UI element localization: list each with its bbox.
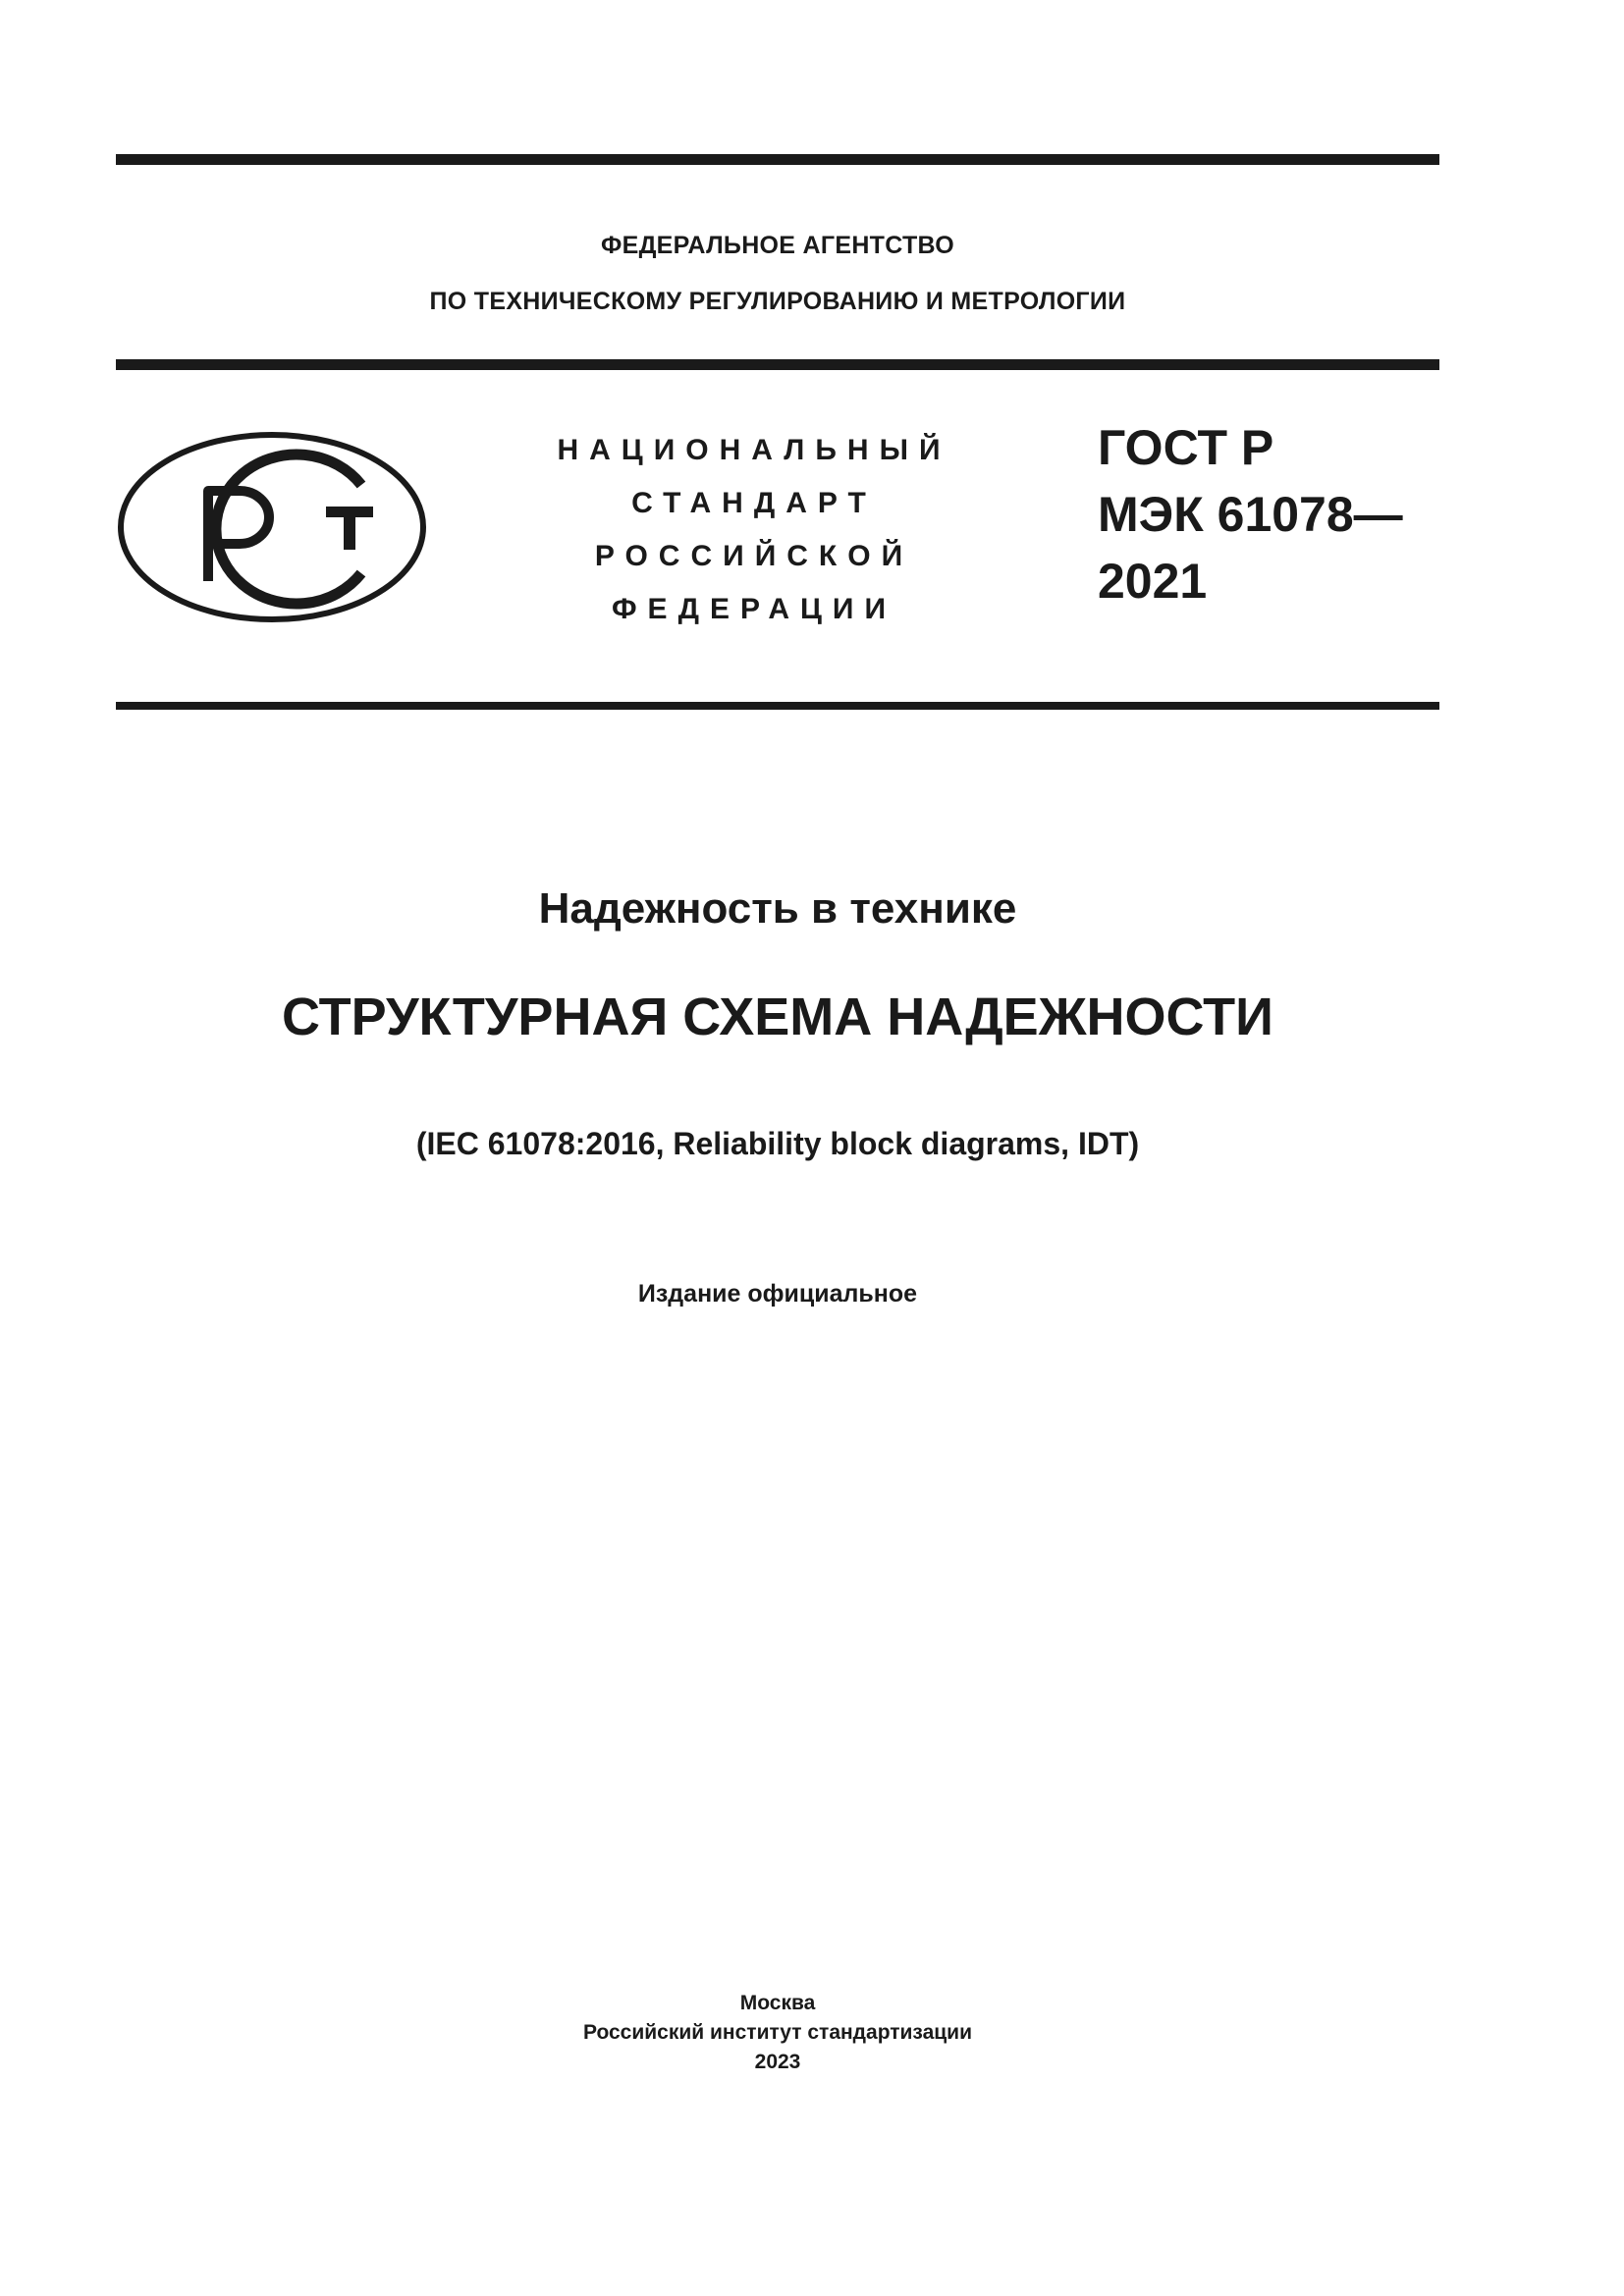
national-standard-block [538, 424, 970, 636]
designation-line-3: 2021 [1098, 554, 1208, 609]
rst-logo-icon [116, 430, 430, 626]
agency-line-1: ФЕДЕРАЛЬНОЕ АГЕНТСТВО [600, 232, 955, 259]
document-subtitle: Надежность в технике [538, 884, 1017, 933]
imprint [116, 1989, 1439, 2077]
middle-rule [116, 359, 1439, 370]
national-line-4: ФЕДЕРАЦИИ [611, 593, 897, 625]
bottom-rule [116, 702, 1439, 710]
international-reference: (IEC 61078:2016, Reliability block diagrams, IDT) [415, 1126, 1140, 1161]
imprint-year: 2023 [754, 2051, 801, 2073]
edition-note: Издание официальное [637, 1280, 918, 1308]
national-line-3: РОССИЙСКОЙ [594, 540, 914, 572]
standard-designation [1098, 414, 1403, 614]
agency-line-2: ПО ТЕХНИЧЕСКОМУ РЕГУЛИРОВАНИЮ И МЕТРОЛОГИИ [429, 288, 1126, 315]
national-line-1: НАЦИОНАЛЬНЫЙ [557, 434, 951, 466]
designation-line-1: ГОСТ Р [1098, 420, 1274, 475]
designation-line-2: МЭК 61078— [1098, 487, 1403, 542]
national-line-2: СТАНДАРТ [631, 487, 877, 519]
document-title: СТРУКТУРНАЯ СХЕМА НАДЕЖНОСТИ [282, 988, 1273, 1046]
top-rule [116, 154, 1439, 165]
agency-header [116, 218, 1439, 330]
imprint-city: Москва [739, 1992, 816, 2014]
imprint-publisher: Российский институт стандартизации [582, 2021, 973, 2044]
